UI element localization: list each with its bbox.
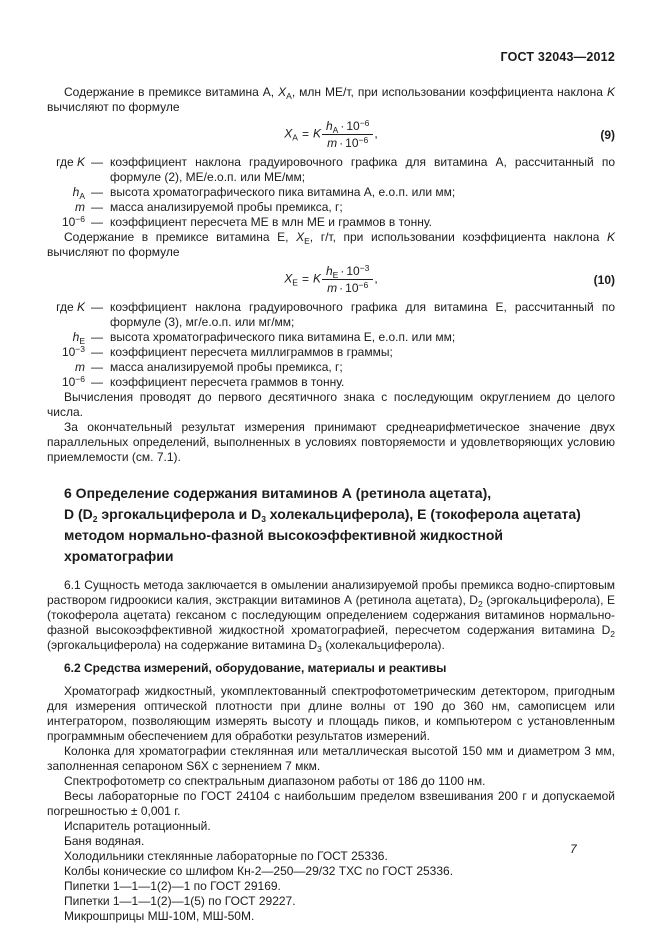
variable-m: m <box>327 281 338 295</box>
power-exponent: −3 <box>75 344 85 354</box>
where-term <box>47 375 85 390</box>
equipment-item: Колбы конические со шлифом Кн-2—250—29/32 ТХС по ГОСТ 25336. <box>64 864 454 878</box>
text-segment: (эргокальциферола) на содержание витамина D <box>47 638 318 652</box>
equipment-item: Весы лабораторные по ГОСТ 24104 с наибольшим пределом взвешивания 200 г и допускаемой погрешностью ± 0,001 г. <box>47 789 615 818</box>
where-row <box>47 185 615 200</box>
variable-k: K <box>76 300 85 314</box>
where-term <box>47 345 85 360</box>
variable-x: X <box>284 126 293 141</box>
power-base: 10 <box>345 281 359 295</box>
text-segment: (эргокальциферола), Е (токоферола ацетата) гексаном с последующим определением содержания витаминов нормально-фазной высокоэффективной жидкостной хроматографией, пересчетом содержания витамина D <box>47 593 615 637</box>
formula-10-number: (10) <box>593 272 615 287</box>
power-base: 10 <box>61 215 76 229</box>
variable-h: h <box>325 264 333 278</box>
where-description: высота хроматографического пика витамина А, е.о.п. или мм; <box>110 185 456 199</box>
vitamin-d2-subscript: 2 <box>477 599 483 609</box>
paragraph-calculations: Вычисления проводят до первого десятичного знака с последующим округлением до целого числа. <box>47 390 615 419</box>
equipment-item: Холодильники стеклянные лабораторные по ГОСТ 25336. <box>64 849 388 863</box>
variable-x: X <box>296 230 305 244</box>
multiplication-dot: · <box>340 264 345 278</box>
subsection-6-2-heading: 6.2 Средства измерений, оборудование, материалы и реактивы <box>64 661 447 675</box>
where-term <box>47 360 85 375</box>
formula-9-expression <box>89 119 573 150</box>
where-row <box>47 375 615 390</box>
where-row <box>47 200 615 215</box>
power-base: 10 <box>346 119 360 133</box>
where-row <box>47 345 615 360</box>
formula-comma: , <box>374 126 378 141</box>
where-row <box>47 300 615 330</box>
formula-comma: , <box>374 271 378 286</box>
standard-designation: ГОСТ 32043—2012 <box>500 50 615 64</box>
equipment-item: Спектрофотометр со спектральным диапазоном работы от 186 до 1100 нм. <box>64 774 486 788</box>
fraction <box>322 119 373 150</box>
paragraph-vitamin-a-intro <box>47 85 615 115</box>
where-lead: где <box>56 155 77 169</box>
fraction <box>322 264 373 295</box>
variable-k: K <box>607 85 616 99</box>
heading-line: 6 Определение содержания витаминов А (ретинола ацетата), <box>64 485 492 501</box>
where-description: высота хроматографического пика витамина Е, е.о.п. или мм; <box>110 330 456 344</box>
vitamin-d3-subscript: 3 <box>261 514 266 524</box>
where-dash: — <box>91 330 103 344</box>
where-term <box>47 215 85 230</box>
where-dash: — <box>91 155 103 169</box>
power-base: 10 <box>61 345 76 359</box>
variable-h: h <box>72 185 80 199</box>
text-segment: эргокальциферола и D <box>97 506 262 522</box>
equipment-item: Пипетки 1—1—1(2)—1(5) по ГОСТ 29227. <box>64 894 296 908</box>
variable-k: K <box>312 271 321 286</box>
page-number: 7 <box>570 842 577 856</box>
variable-x: X <box>278 85 287 99</box>
multiplication-dot: · <box>340 119 345 133</box>
where-term <box>47 300 85 330</box>
where-row <box>47 360 615 375</box>
variable-x-subscript: Е <box>304 236 310 246</box>
variable-h-subscript: Е <box>332 270 339 280</box>
variable-m: m <box>327 136 338 150</box>
where-dash: — <box>91 375 103 389</box>
power-exponent: −6 <box>75 374 85 384</box>
power-exponent: −6 <box>358 135 369 145</box>
power-exponent: −6 <box>75 214 85 224</box>
vitamin-d2-subscript: 2 <box>610 629 615 639</box>
equipment-item: Пипетки 1—1—1(2)—1 по ГОСТ 29169. <box>64 879 281 893</box>
section-6-heading <box>47 483 615 567</box>
variable-k: K <box>76 155 85 169</box>
where-description: масса анализируемой пробы премикса, г; <box>110 200 343 214</box>
equals-sign: = <box>301 271 309 286</box>
vitamin-d2-subscript: 2 <box>92 514 98 524</box>
power-base: 10 <box>345 136 359 150</box>
equipment-item: Хроматограф жидкостный, укомплектованный спектрофотометрическим детектором, пригодным для измерения оптической плотности при длине волны от 190 до 360 нм, самописцем или интегратором, позволяющим измерять высоту и площадь пиков, и компьютером с установленным программным обеспечением для обработки результатов измерений. <box>47 684 615 743</box>
text-segment: (холекальциферола). <box>321 638 445 652</box>
where-description: коэффициент пересчета граммов в тонну. <box>110 375 345 389</box>
vitamin-d3-subscript: 3 <box>317 644 322 654</box>
where-term <box>47 200 85 215</box>
where-dash: — <box>91 360 103 374</box>
multiplication-dot: · <box>339 136 344 150</box>
variable-k: K <box>312 126 321 141</box>
power-exponent: −3 <box>359 263 370 273</box>
multiplication-dot: · <box>339 281 344 295</box>
equipment-item: Микрошприцы МШ-10М, МШ-50М. <box>64 909 255 923</box>
where-description: коэффициент наклона градуировочного графика для витамина А, рассчитанный по формуле (2), МЕ/е.о.п. или МЕ/мм; <box>110 155 615 184</box>
where-description: масса анализируемой пробы премикса, г; <box>110 360 343 374</box>
equals-sign: = <box>301 126 309 141</box>
where-dash: — <box>91 185 103 199</box>
variable-k: K <box>606 230 615 244</box>
text-segment: вычисляют по формуле <box>47 100 180 114</box>
formula-9-number: (9) <box>600 127 615 142</box>
heading-line: методом нормально-фазной высокоэффективной жидкостной <box>64 527 504 543</box>
variable-h: h <box>72 330 80 344</box>
power-exponent: −6 <box>358 280 369 290</box>
power-base: 10 <box>61 375 76 389</box>
where-lead: где <box>56 300 77 314</box>
fraction-numerator <box>322 119 373 135</box>
formula-10 <box>47 264 615 295</box>
variable-h-subscript: А <box>79 191 85 201</box>
where-term <box>47 330 85 345</box>
paragraph-final-result: За окончательный результат измерения принимают среднеарифметическое значение двух параллельных определений, выполненных в условиях повторяемости и удовлетворяющих условию приемлемости (см. 7.1). <box>47 420 615 464</box>
where-dash: — <box>91 345 103 359</box>
text-segment: 6.1 Сущность метода заключается в омылении анализируемой пробы премикса водно-спиртовым раствором гидроокиси калия, экстракции витаминов А (ретинола ацетата), D <box>47 578 615 607</box>
where-list-formula-10 <box>47 300 615 390</box>
where-description: коэффициент пересчета МЕ в млн МЕ и граммов в тонну. <box>110 215 432 229</box>
where-term <box>47 155 85 185</box>
text-segment: , млн МЕ/т, при использовании коэффициента наклона <box>291 85 607 99</box>
fraction-denominator <box>322 280 373 295</box>
where-dash: — <box>91 200 103 214</box>
where-description: коэффициент наклона градуировочного графика для витамина Е, рассчитанный по формуле (3), мг/е.о.п. или мг/мм; <box>110 300 615 329</box>
where-description: коэффициент пересчета миллиграммов в граммы; <box>110 345 393 359</box>
fraction-denominator <box>322 135 373 150</box>
document-page <box>47 50 615 924</box>
variable-x-subscript: А <box>292 132 298 143</box>
formula-9 <box>47 119 615 150</box>
paragraph-vitamin-e-intro <box>47 230 615 260</box>
power-base: 10 <box>346 264 360 278</box>
where-row <box>47 330 615 345</box>
formula-10-expression <box>89 264 573 295</box>
variable-h-subscript: Е <box>79 336 85 346</box>
where-row <box>47 215 615 230</box>
equipment-item: Баня водяная. <box>64 834 145 848</box>
equipment-item: Колонка для хроматографии стеклянная или металлическая высотой 150 мм и диаметром 3 мм, заполненная сепароном S6X с зернением 7 мкм. <box>47 744 615 773</box>
where-row <box>47 155 615 185</box>
text-segment: , г/т, при использовании коэффициента наклона <box>309 230 607 244</box>
power-exponent: −6 <box>359 118 370 128</box>
subsection-6-1-paragraph <box>47 578 615 653</box>
where-term <box>47 185 85 200</box>
text-segment: холекальциферола), Е (токоферола ацетата) <box>265 506 581 522</box>
variable-m: m <box>75 360 85 374</box>
fraction-numerator <box>322 264 373 280</box>
where-list-formula-9 <box>47 155 615 230</box>
variable-x: X <box>284 271 293 286</box>
text-segment: D (D <box>64 506 93 522</box>
where-dash: — <box>91 300 103 314</box>
heading-line <box>64 504 615 525</box>
variable-x-subscript: А <box>286 91 292 101</box>
text-segment: Содержание в премиксе витамина А, <box>64 85 279 99</box>
variable-h: h <box>325 119 333 133</box>
where-dash: — <box>91 215 103 229</box>
heading-line: хроматографии <box>64 548 174 564</box>
equipment-item: Испаритель ротационный. <box>64 819 211 833</box>
text-segment: Содержание в премиксе витамина Е, <box>64 230 297 244</box>
variable-x-subscript: Е <box>292 277 298 288</box>
variable-m: m <box>75 200 85 214</box>
text-segment: вычисляют по формуле <box>47 245 180 259</box>
variable-h-subscript: А <box>332 125 339 135</box>
